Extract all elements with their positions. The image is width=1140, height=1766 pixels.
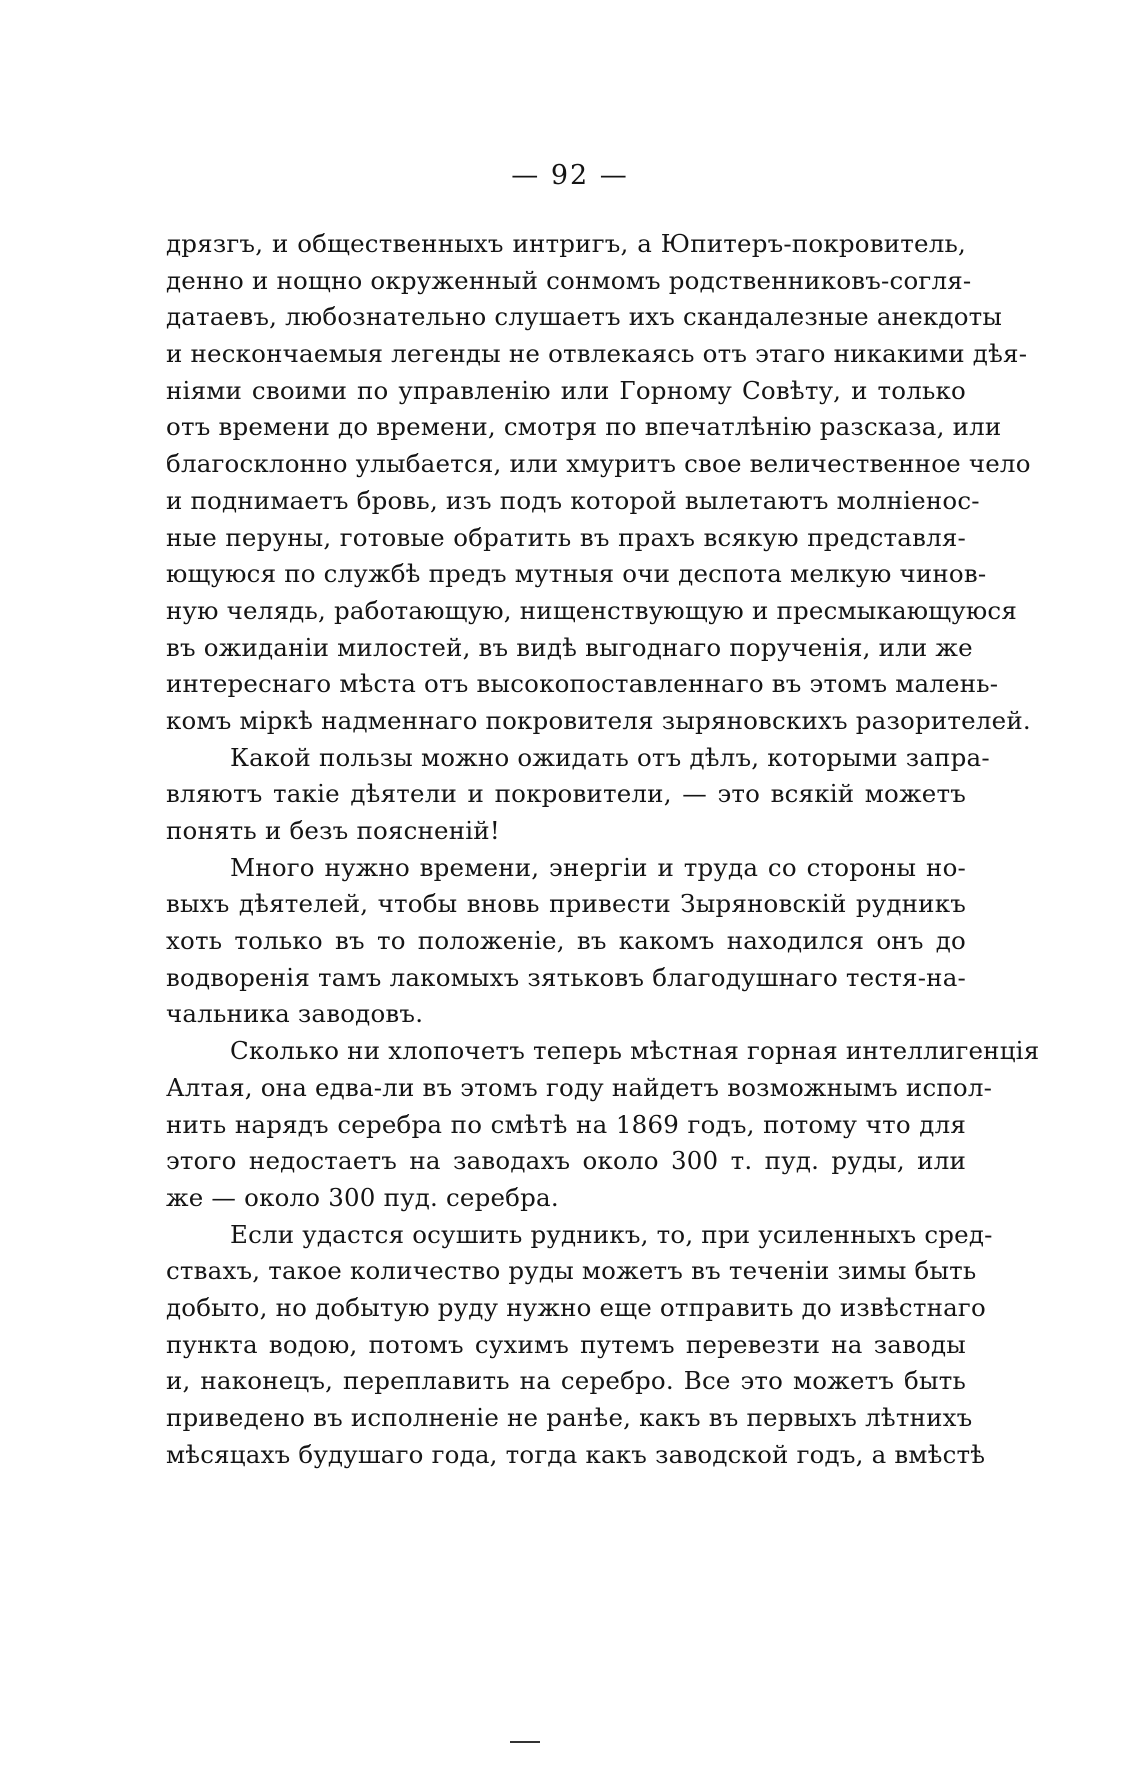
paragraph-1	[166, 226, 1031, 740]
text-line: понять и безъ поясненій!	[166, 816, 500, 845]
text-line: хоть только въ то положеніе, въ какомъ находился онъ до	[166, 926, 966, 956]
text-line: и поднимаетъ бровь, изъ подъ которой вылетаютъ молніенос-	[166, 485, 980, 515]
text-line: Какой пользы можно ожидать отъ дѣлъ, которыми запра-	[230, 742, 990, 772]
text-line: мѣсяцахъ будушаго года, тогда какъ заводской годъ, а вмѣстѣ	[166, 1439, 986, 1469]
text-line: денно и нощно окруженный сонмомъ родственниковъ-согля-	[166, 265, 972, 295]
text-line: Сколько ни хлопочетъ теперь мѣстная горная интеллигенція	[230, 1036, 1040, 1066]
text-line: этого недостаетъ на заводахъ около 300 т. пуд. руды, или	[166, 1146, 966, 1176]
text-line: комъ міркѣ надменнаго покровителя зыряновскихъ разорителей.	[166, 705, 1031, 735]
text-line: дрязгъ, и общественныхъ интригъ, а Юпитеръ-покровитель,	[166, 229, 966, 258]
text-line: Много нужно времени, энергіи и труда со стороны но-	[230, 852, 966, 882]
paragraph-5	[166, 1217, 993, 1474]
text-line: нить нарядъ серебра по смѣтѣ на 1869 годъ, потому что для	[166, 1109, 966, 1139]
page-number: — 92 —	[511, 160, 629, 191]
text-line: ные перуны, готовые обратить въ прахъ всякую представля-	[166, 522, 966, 552]
text-line: ніями своими по управленію или Горному Совѣту, и только	[166, 375, 966, 405]
text-line: водворенія тамъ лакомыхъ зятьковъ благодушнаго тестя-на-	[166, 962, 966, 992]
text-line: приведено въ исполненіе не ранѣе, какъ въ первыхъ лѣтнихъ	[166, 1403, 973, 1432]
paragraph-4	[166, 1033, 1040, 1216]
text-line: выхъ дѣятелей, чтобы вновь привести Зыряновскій рудникъ	[166, 889, 966, 919]
text-line: пункта водою, потомъ сухимъ путемъ перевезти на заводы	[166, 1329, 966, 1359]
text-line: въ ожиданіи милостей, въ видѣ выгоднаго порученія, или же	[166, 632, 973, 662]
text-line: ствахъ, такое количество руды можетъ въ теченіи зимы быть	[166, 1256, 977, 1286]
text-line: и нескончаемыя легенды не отвлекаясь отъ этаго никакими дѣя-	[166, 339, 1028, 369]
text-line: отъ времени до времени, смотря по впечатлѣнію разсказа, или	[166, 412, 1002, 442]
text-line: датаевъ, любознательно слушаетъ ихъ скандалезные анекдоты	[166, 302, 1003, 332]
footer-rule	[510, 1741, 540, 1743]
text-line: благосклонно улыбается, или хмуритъ свое величественное чело	[166, 449, 1031, 479]
text-line: Если удастся осушить рудникъ, то, при усиленныхъ сред-	[230, 1219, 993, 1249]
body-text	[166, 226, 1040, 1473]
text-line: ную челядь, работающую, нищенствующую и пресмыкающуюся	[166, 595, 1018, 625]
text-line: и, наконецъ, переплавить на серебро. Все это можетъ быть	[166, 1366, 966, 1396]
paragraph-2	[166, 740, 990, 850]
text-line: чальника заводовъ.	[166, 999, 424, 1029]
paragraph-3	[166, 850, 966, 1033]
text-line: добыто, но добытую руду нужно еще отправить до извѣстнаго	[166, 1292, 986, 1322]
text-line: интереснаго мѣста отъ высокопоставленнаго въ этомъ малень-	[166, 669, 999, 699]
text-line: Алтая, она едва-ли въ этомъ году найдетъ возможнымъ испол-	[166, 1072, 993, 1102]
text-line: ющуюся по службѣ предъ мутныя очи деспота мелкую чинов-	[166, 559, 987, 589]
text-line: вляютъ такіе дѣятели и покровители, — это всякій можетъ	[166, 779, 966, 809]
text-line: же — около 300 пуд. серебра.	[166, 1182, 559, 1212]
